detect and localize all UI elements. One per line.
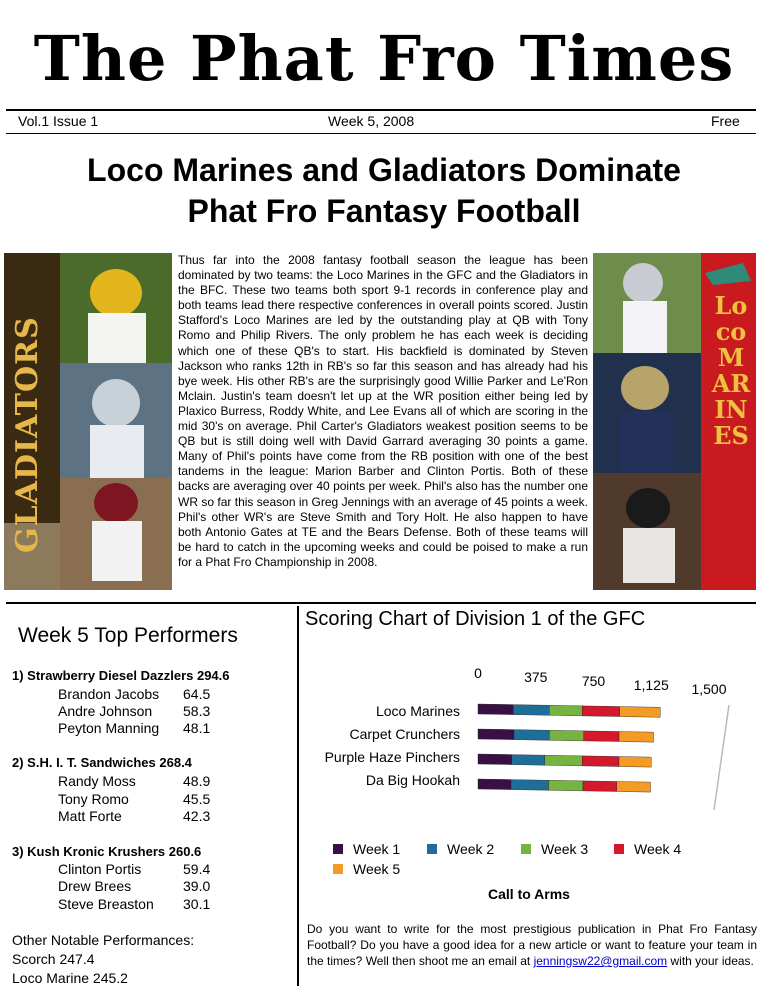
- performer-player: [58, 878, 211, 894]
- x-tick-label: 750: [581, 673, 606, 689]
- performer-player: [58, 720, 211, 736]
- bar-segment: [619, 732, 654, 743]
- performer-player: [58, 773, 211, 789]
- player-points: 58.3: [183, 703, 211, 719]
- player-points: 30.1: [183, 896, 211, 912]
- legend-swatch: [333, 864, 343, 874]
- legend-item-week-3: [521, 841, 588, 857]
- legend-label: Week 3: [541, 841, 589, 857]
- bar-segment: [511, 780, 549, 791]
- bar-segment: [513, 705, 549, 716]
- legend-label: Week 2: [447, 841, 495, 857]
- bar-segment: [617, 781, 651, 792]
- legend-swatch: [427, 844, 437, 854]
- player-points: 42.3: [183, 808, 211, 824]
- player-points: 59.4: [183, 861, 211, 877]
- headline: [0, 150, 768, 232]
- bar-segment: [549, 780, 584, 791]
- bar-segment: [582, 706, 620, 717]
- bar-segment: [478, 779, 511, 790]
- performer-player: [58, 686, 211, 702]
- issue-week: Week 5, 2008: [328, 113, 415, 129]
- email-link[interactable]: jenningsw22@gmail.com: [533, 954, 668, 968]
- legend-swatch: [521, 844, 531, 854]
- legend-swatch: [614, 844, 624, 854]
- call-to-arms-title: Call to Arms: [488, 886, 570, 902]
- player-name: Drew Brees: [58, 878, 132, 894]
- legend-item-week-1: [333, 841, 400, 857]
- headline-line-1: Loco Marines and Gladiators Dominate: [87, 152, 681, 188]
- performer-team-3: 3) Kush Kronic Krushers 260.6: [12, 844, 202, 859]
- x-tick-label: 1,500: [691, 681, 727, 697]
- issue-price: Free: [711, 113, 740, 129]
- player-name: Steve Breaston: [58, 896, 154, 912]
- category-label: Loco Marines: [375, 703, 460, 719]
- bar-segment: [620, 707, 661, 718]
- legend-item-week-5: [333, 861, 400, 877]
- player-name: Brandon Jacobs: [58, 686, 160, 702]
- legend-item-week-2: [427, 841, 494, 857]
- section-rule: [6, 602, 756, 604]
- legend-swatch: [333, 844, 343, 854]
- column-divider: [297, 606, 299, 986]
- bar-segment: [478, 704, 513, 715]
- x-tick-label: 0: [474, 665, 482, 681]
- player-name: Peyton Manning: [58, 720, 160, 736]
- bar-segment: [584, 731, 619, 742]
- x-tick-label: 1,125: [633, 677, 669, 693]
- performer-player: [58, 861, 211, 877]
- masthead-title: The Phat Fro Times: [33, 22, 735, 95]
- headline-line-2: Phat Fro Fantasy Football: [187, 193, 581, 229]
- category-label: Purple Haze Pinchers: [324, 749, 460, 765]
- other-performances: [12, 931, 194, 988]
- player-points: 48.1: [183, 720, 211, 736]
- legend-label: Week 4: [634, 841, 682, 857]
- other-performances-title: Other Notable Performances:: [12, 932, 195, 948]
- performer-player: [58, 896, 211, 912]
- cta-tail: with your ideas.: [670, 954, 754, 968]
- legend-label: Week 1: [353, 841, 401, 857]
- bar-segment: [583, 781, 617, 792]
- player-name: Clinton Portis: [58, 861, 142, 877]
- issue-volume: Vol.1 Issue 1: [18, 113, 99, 129]
- call-to-arms-body: [307, 921, 757, 969]
- performer-team-1: 1) Strawberry Diesel Dazzlers 294.6: [12, 668, 230, 683]
- x-tick-label: 375: [524, 669, 548, 685]
- loco-marines-photo-collage: [593, 253, 756, 590]
- legend-item-week-4: [614, 841, 681, 857]
- player-name: Tony Romo: [58, 791, 129, 807]
- bar-segment: [545, 755, 583, 766]
- player-points: 45.5: [183, 791, 211, 807]
- player-points: 48.9: [183, 773, 211, 789]
- other-performance-item: Loco Marine 245.2: [12, 970, 128, 986]
- gladiators-banner-text: GLADIATORS: [10, 316, 45, 553]
- category-label: Da Big Hookah: [365, 772, 460, 788]
- bar-segment: [478, 729, 514, 740]
- top-performers-title: Week 5 Top Performers: [18, 624, 238, 647]
- bar-segment: [582, 756, 619, 767]
- gladiators-photo-collage: [4, 253, 172, 590]
- lead-article-body: Thus far into the 2008 fantasy football season the league has been dominated by two teams: the Loco Marines in the GFC and the Gladiators in the BFC. These two teams both sport 9-1 records in conference play and both teams lead there respective conferences in overall points scored. Justin Stafford's Loco Marines are led by the outstanding play at QB with Tony Romo and Philip Rivers. The only problem he has each week is deciding which one of these QB's to start. His backfield is dominated by Steven Jackson who ranks 12th in RB's so far this season and has already had his bye week. His other RB's are the surprisingly good Willie Parker and Le'Ron Mclain. Justin's team doesn't let up at the WR position either being led by Plaxico Burress, Roddy White, and Lee Evans all of which are scoring in the mid 30's on average. Phil Carter's Gladiators weakest position seems to be QB but is still doing well with David Garrard averaging 30 points a game. Many of Phil's points have come from the RB position with one of the best tandems in the league: Marion Barber and Clinton Portis. Both of these backs are averaging over 40 points per week. Phil's also has the number one WR so far this season in Greg Jennings with an average of 45 points a week. Phil's other WR's are Steve Smith and Tory Holt. He also happen to have both Antonio Gates at TE and the Bears Defense. Both of these teams will be hard to catch in the upcoming weeks and could be poised to make a run for a Phat Fro Championship in 2008.: [178, 253, 588, 569]
- performer-player: [58, 808, 211, 824]
- chart-back-wall: [714, 705, 729, 810]
- player-name: Randy Moss: [58, 773, 136, 789]
- performer-player: [58, 703, 211, 719]
- chart-title: Scoring Chart of Division 1 of the GFC: [305, 608, 646, 630]
- legend-label: Week 5: [353, 861, 401, 877]
- top-rule: [6, 109, 756, 111]
- issue-rule: [6, 133, 756, 134]
- bar-segment: [478, 754, 512, 765]
- bar-segment: [512, 755, 545, 766]
- player-name: Andre Johnson: [58, 703, 153, 719]
- cta-text: Do you want to write for the most prestigious publication in Phat Fro Fantasy Football? Do you have a good idea for a new article or want to feature your team in the times? Well then shoot me an email at: [307, 922, 757, 968]
- player-name: Matt Forte: [58, 808, 122, 824]
- bar-segment: [549, 730, 584, 741]
- bar-segment: [549, 705, 582, 716]
- performer-player: [58, 791, 211, 807]
- marines-banner-text: Loco MARINES: [711, 291, 751, 450]
- bar-segment: [514, 730, 549, 741]
- performer-team-2: 2) S.H. I. T. Sandwiches 268.4: [12, 755, 192, 770]
- bar-segment: [619, 757, 651, 768]
- player-points: 39.0: [183, 878, 211, 894]
- category-label: Carpet Crunchers: [349, 726, 460, 742]
- player-points: 64.5: [183, 686, 211, 702]
- other-performance-item: Scorch 247.4: [12, 951, 95, 967]
